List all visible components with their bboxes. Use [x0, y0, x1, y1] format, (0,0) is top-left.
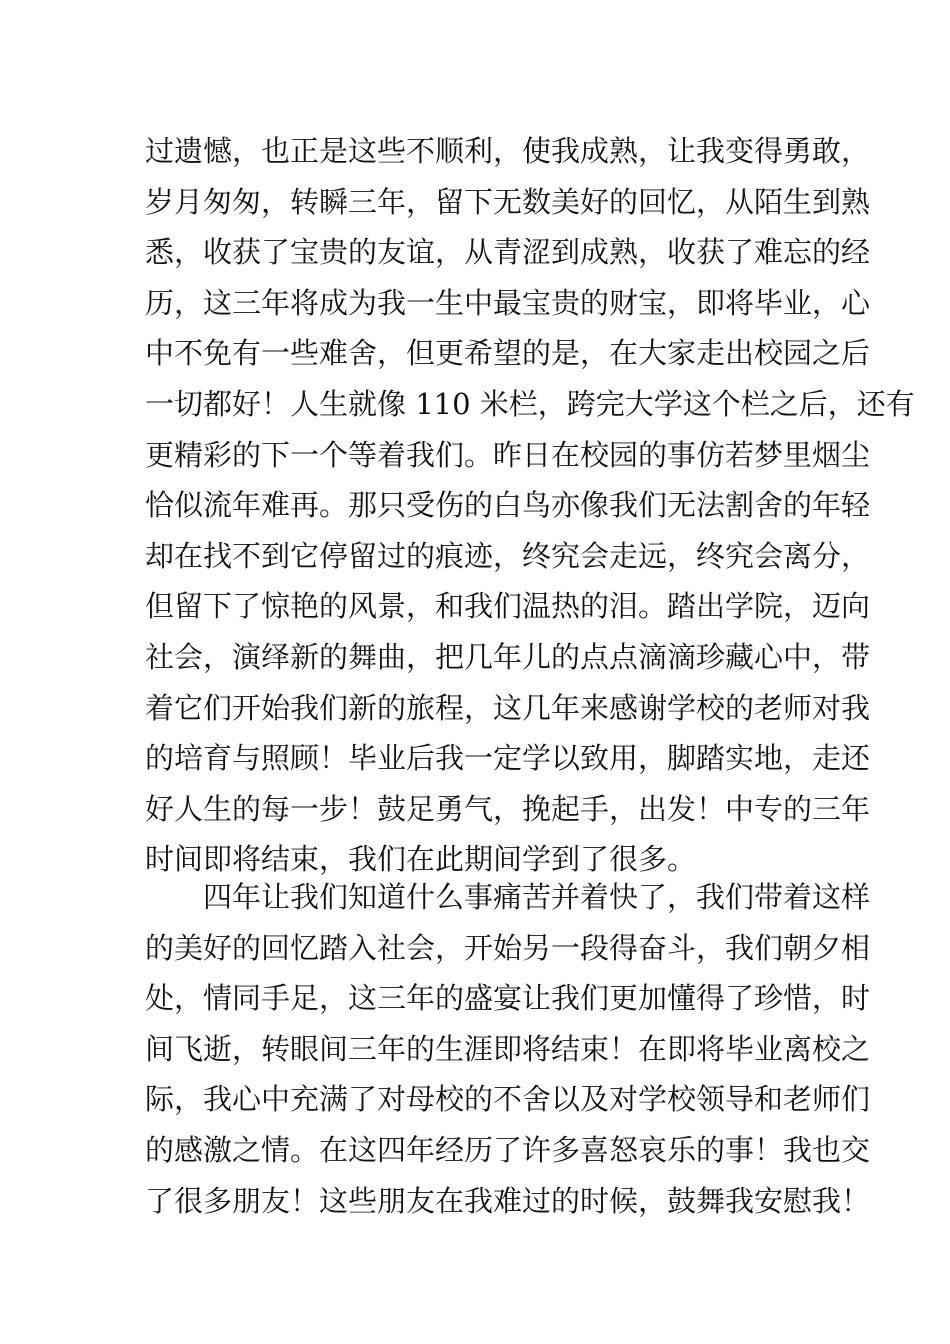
paragraph-line: 时间即将结束，我们在此期间学到了很多。	[145, 842, 697, 877]
paragraph-line: 间飞逝，转眼间三年的生涯即将结束！在即将毕业离校之	[145, 1031, 871, 1066]
paragraph-line: 却在找不到它停留过的痕迹，终究会走远，终究会离分，	[145, 538, 871, 573]
paragraph-line: 恰似流年难再。那只受伤的白鸟亦像我们无法割舍的年轻	[145, 488, 871, 523]
paragraph-line: 际，我心中充满了对母校的不舍以及对学校领导和老师们	[145, 1082, 871, 1117]
paragraph-line: 着它们开始我们新的旅程，这几年来感谢学校的老师对我	[145, 690, 871, 725]
paragraph-line-indented: 四年让我们知道什么事痛苦并着快了，我们带着这样	[203, 880, 871, 914]
paragraph-2	[145, 872, 871, 1226]
paragraph-line: 好人生的每一步！鼓足勇气，挽起手，出发！中专的三年	[145, 791, 871, 826]
paragraph-line: 历，这三年将成为我一生中最宝贵的财宝，即将毕业，心	[145, 285, 871, 320]
paragraph-line: 过遗憾，也正是这些不顺利，使我成熟，让我变得勇敢，	[145, 134, 871, 168]
paragraph-1	[145, 126, 915, 885]
paragraph-line: 社会，演绎新的舞曲，把几年儿的点点滴滴珍藏心中，带	[145, 639, 871, 674]
paragraph-line: 一切都好！人生就像 110 米栏，跨完大学这个栏之后，还有	[145, 386, 915, 421]
paragraph-line: 了很多朋友！这些朋友在我难过的时候，鼓舞我安慰我！	[145, 1183, 871, 1218]
paragraph-line: 中不免有一些难舍，但更希望的是，在大家走出校园之后	[145, 336, 871, 371]
paragraph-line: 的培育与照顾！毕业后我一定学以致用，脚踏实地，走还	[145, 741, 871, 776]
paragraph-line: 更精彩的下一个等着我们。昨日在校园的事仿若梦里烟尘	[145, 437, 871, 472]
paragraph-line: 但留下了惊艳的风景，和我们温热的泪。踏出学院，迈向	[145, 589, 871, 624]
paragraph-line: 的美好的回忆踏入社会，开始另一段得奋斗，我们朝夕相	[145, 930, 871, 965]
paragraph-line: 的感激之情。在这四年经历了许多喜怒哀乐的事！我也交	[145, 1132, 871, 1167]
paragraph-line: 悉，收获了宝贵的友谊，从青涩到成熟，收获了难忘的经	[145, 235, 871, 270]
paragraph-line: 处，情同手足，这三年的盛宴让我们更加懂得了珍惜，时	[145, 981, 871, 1016]
paragraph-line: 岁月匆匆，转瞬三年，留下无数美好的回忆，从陌生到熟	[145, 184, 871, 219]
